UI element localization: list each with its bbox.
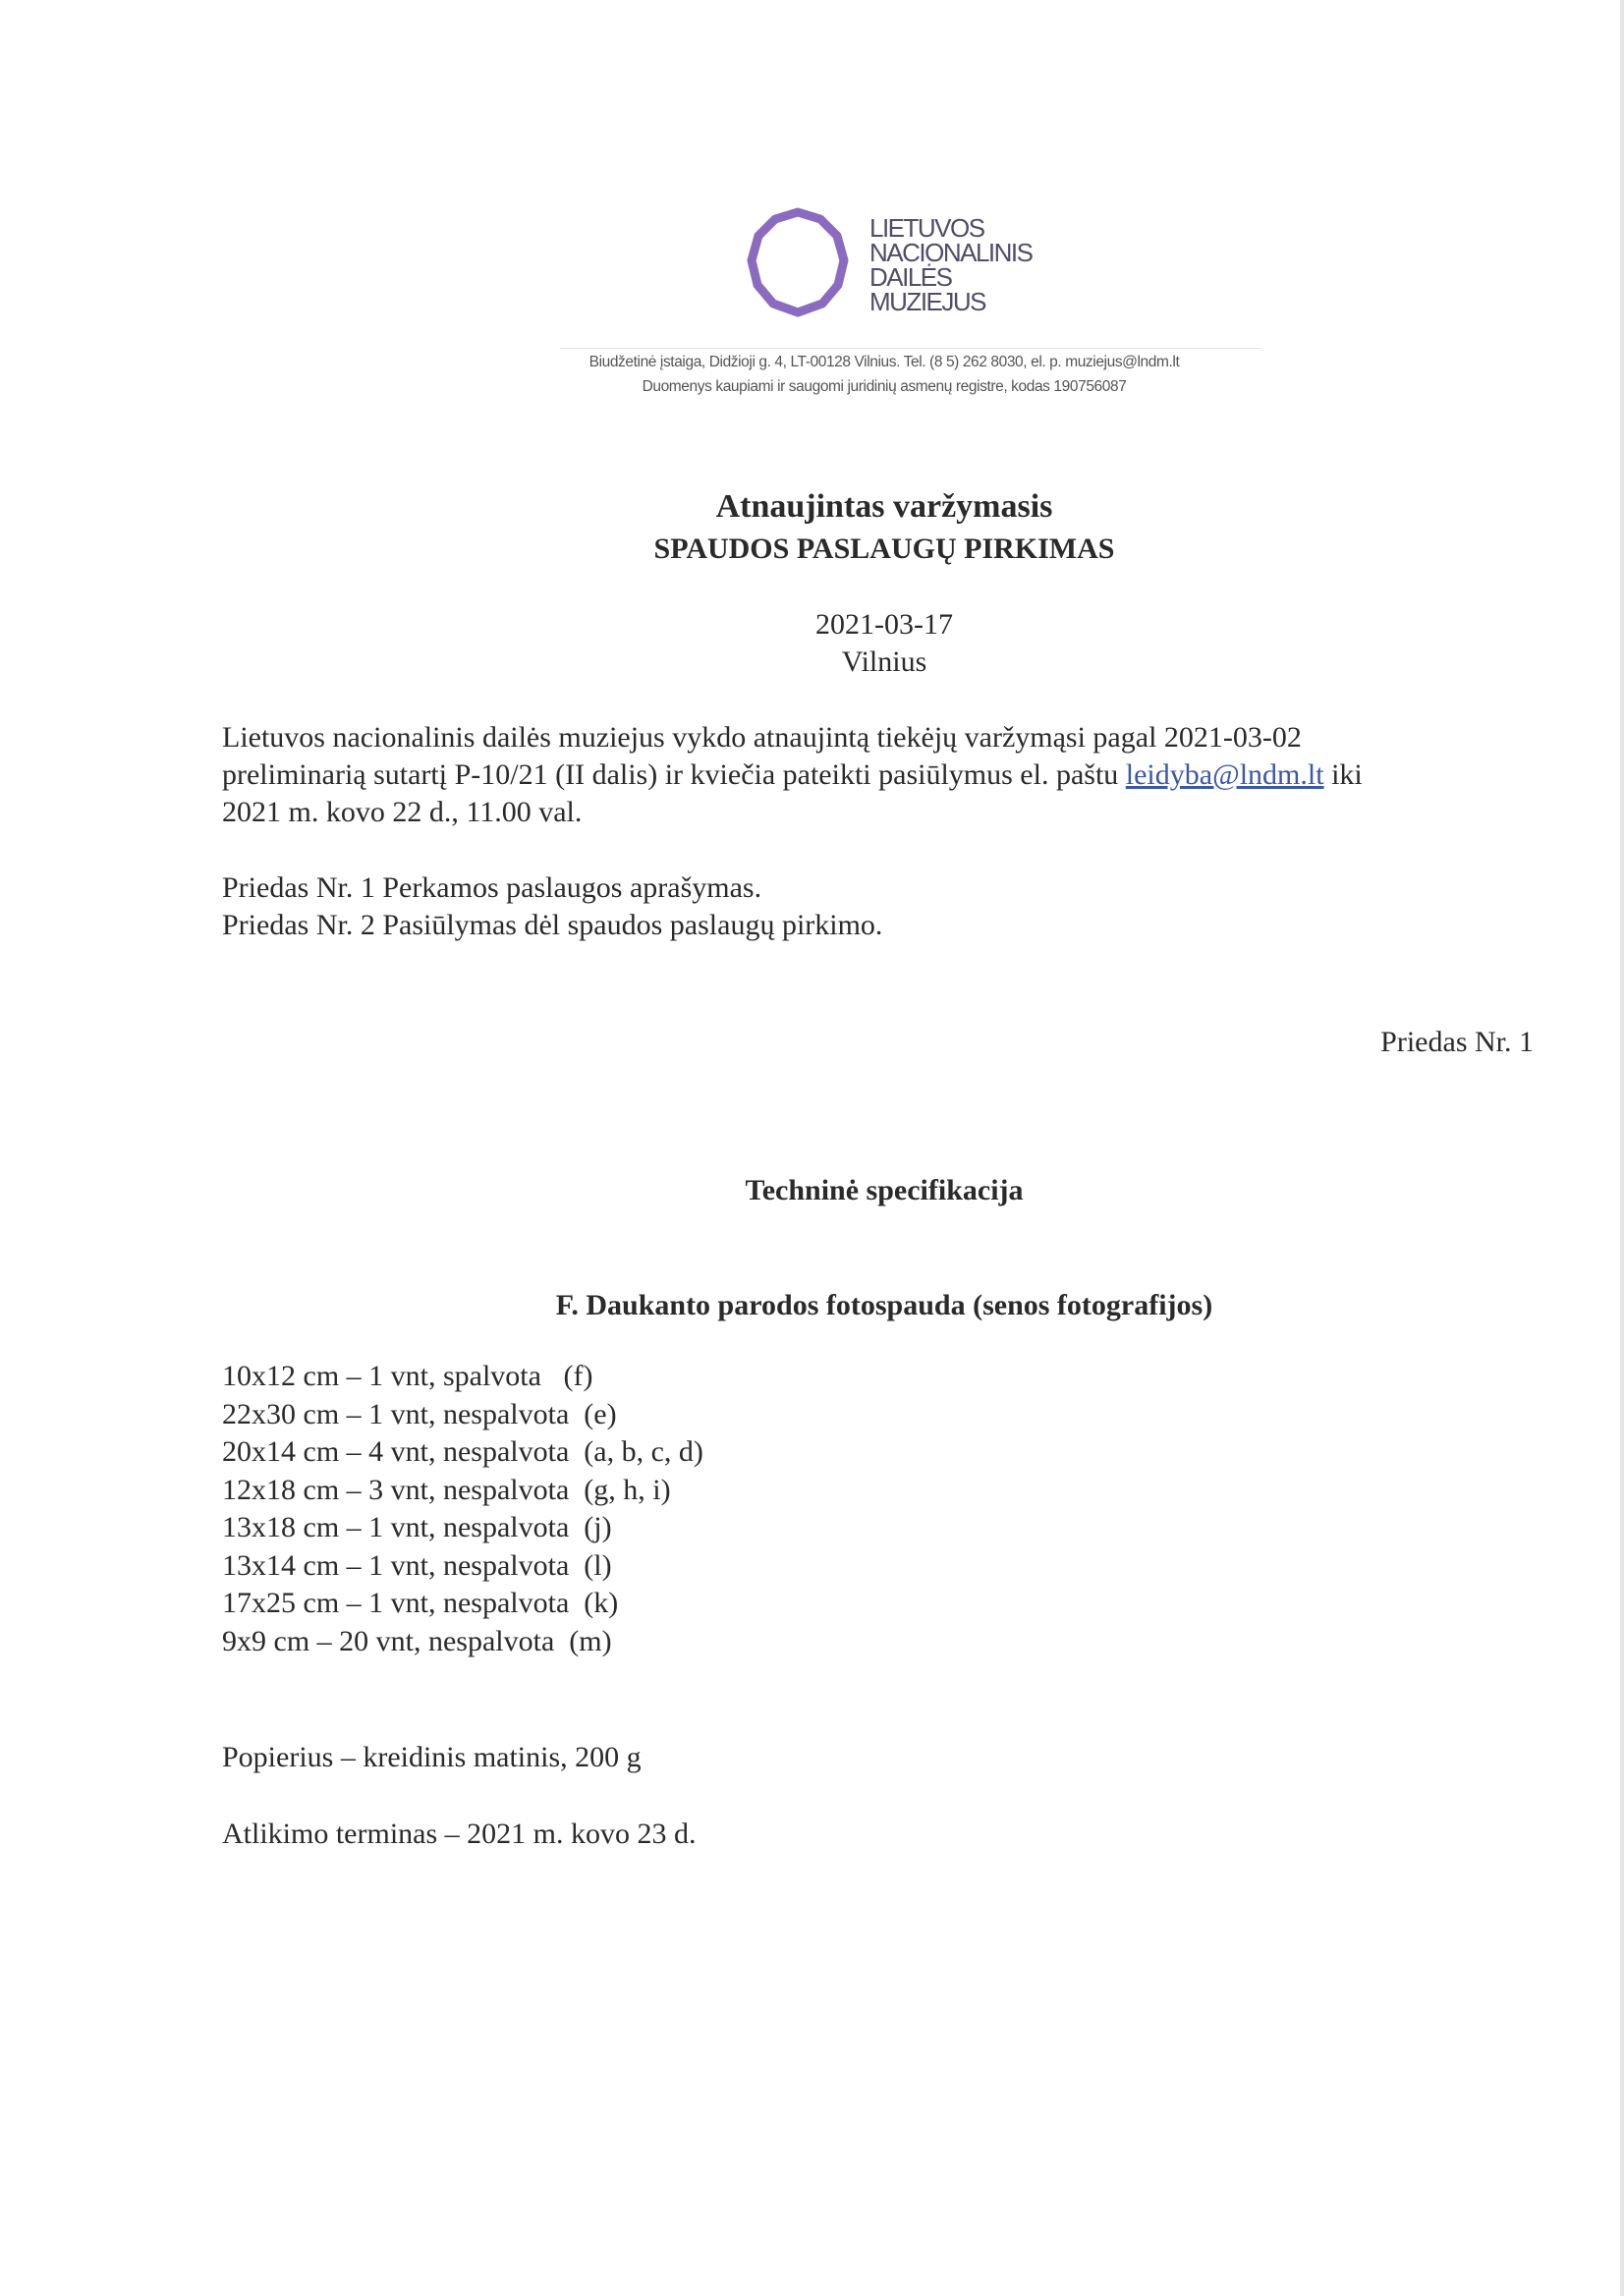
document-subtitle: SPAUDOS PASLAUGŲ PIRKIMAS — [653, 532, 1115, 565]
logo-line-3: DAILĖS — [869, 262, 952, 292]
spec-item: 13x18 cm – 1 vnt, nespalvota (j) — [222, 1511, 612, 1543]
intro-line-2-text: preliminarią sutartį P-10/21 (II dalis) ir kviečia pateikti pasiūlymus el. paštu — [222, 758, 1119, 791]
document-city: Vilnius — [841, 645, 927, 678]
letterhead-address: Biudžetinė įstaiga, Didžioji g. 4, LT-00128 Vilnius. Tel. (8 5) 262 8030, el. p. muziejus@lndm.lt — [588, 354, 1180, 370]
logo-ring-icon — [744, 206, 852, 319]
document-title: Atnaujintas varžymasis — [715, 488, 1053, 525]
intro-line-3: 2021 m. kovo 22 d., 11.00 val. — [222, 796, 583, 828]
deadline: Atlikimo terminas – 2021 m. kovo 23 d. — [222, 1818, 697, 1850]
header-rule — [560, 348, 1261, 349]
spec-list — [222, 1358, 703, 1660]
logo-line-2: NACIONALINIS — [869, 238, 1033, 267]
attachment-2: Priedas Nr. 2 Pasiūlymas dėl spaudos paslaugų pirkimo. — [222, 909, 883, 941]
spec-item: 22x30 cm – 1 vnt, nespalvota (e) — [222, 1397, 617, 1430]
email-link[interactable]: leidyba@lndm.lt — [1125, 758, 1324, 791]
scan-edge — [1620, 0, 1624, 2296]
spec-item: 20x14 cm – 4 vnt, nespalvota (a, b, c, d) — [222, 1435, 703, 1468]
section-title: F. Daukanto parodos fotospauda (senos fotografijos) — [555, 1289, 1213, 1321]
spec-title: Techninė specifikacija — [745, 1174, 1024, 1206]
spec-item: 10x12 cm – 1 vnt, spalvota (f) — [222, 1360, 593, 1392]
annex-label: Priedas Nr. 1 — [1380, 1026, 1534, 1058]
attachment-1: Priedas Nr. 1 Perkamos paslaugos aprašymas. — [222, 871, 762, 904]
spec-item: 13x14 cm – 1 vnt, nespalvota (l) — [222, 1548, 612, 1582]
paper-spec: Popierius – kreidinis matinis, 200 g — [222, 1741, 642, 1773]
intro-line-2-end: iki — [1331, 758, 1363, 791]
logo-line-1: LIETUVOS — [869, 213, 984, 243]
intro-line-2 — [222, 758, 1363, 792]
intro-line-1: Lietuvos nacionalinis dailės muziejus vykdo atnaujintą tiekėjų varžymąsi pagal 2021-03-02 — [222, 721, 1302, 754]
spec-item: 12x18 cm – 3 vnt, nespalvota (g, h, i) — [222, 1473, 671, 1506]
letterhead-registry: Duomenys kaupiami ir saugomi juridinių asmenų registre, kodas 190756087 — [642, 378, 1127, 395]
document-date: 2021-03-17 — [815, 608, 953, 641]
spec-item: 17x25 cm – 1 vnt, nespalvota (k) — [222, 1587, 619, 1619]
spec-item: 9x9 cm – 20 vnt, nespalvota (m) — [222, 1624, 612, 1657]
logo-text — [869, 213, 1105, 316]
logo-line-4: MUZIEJUS — [869, 287, 985, 316]
